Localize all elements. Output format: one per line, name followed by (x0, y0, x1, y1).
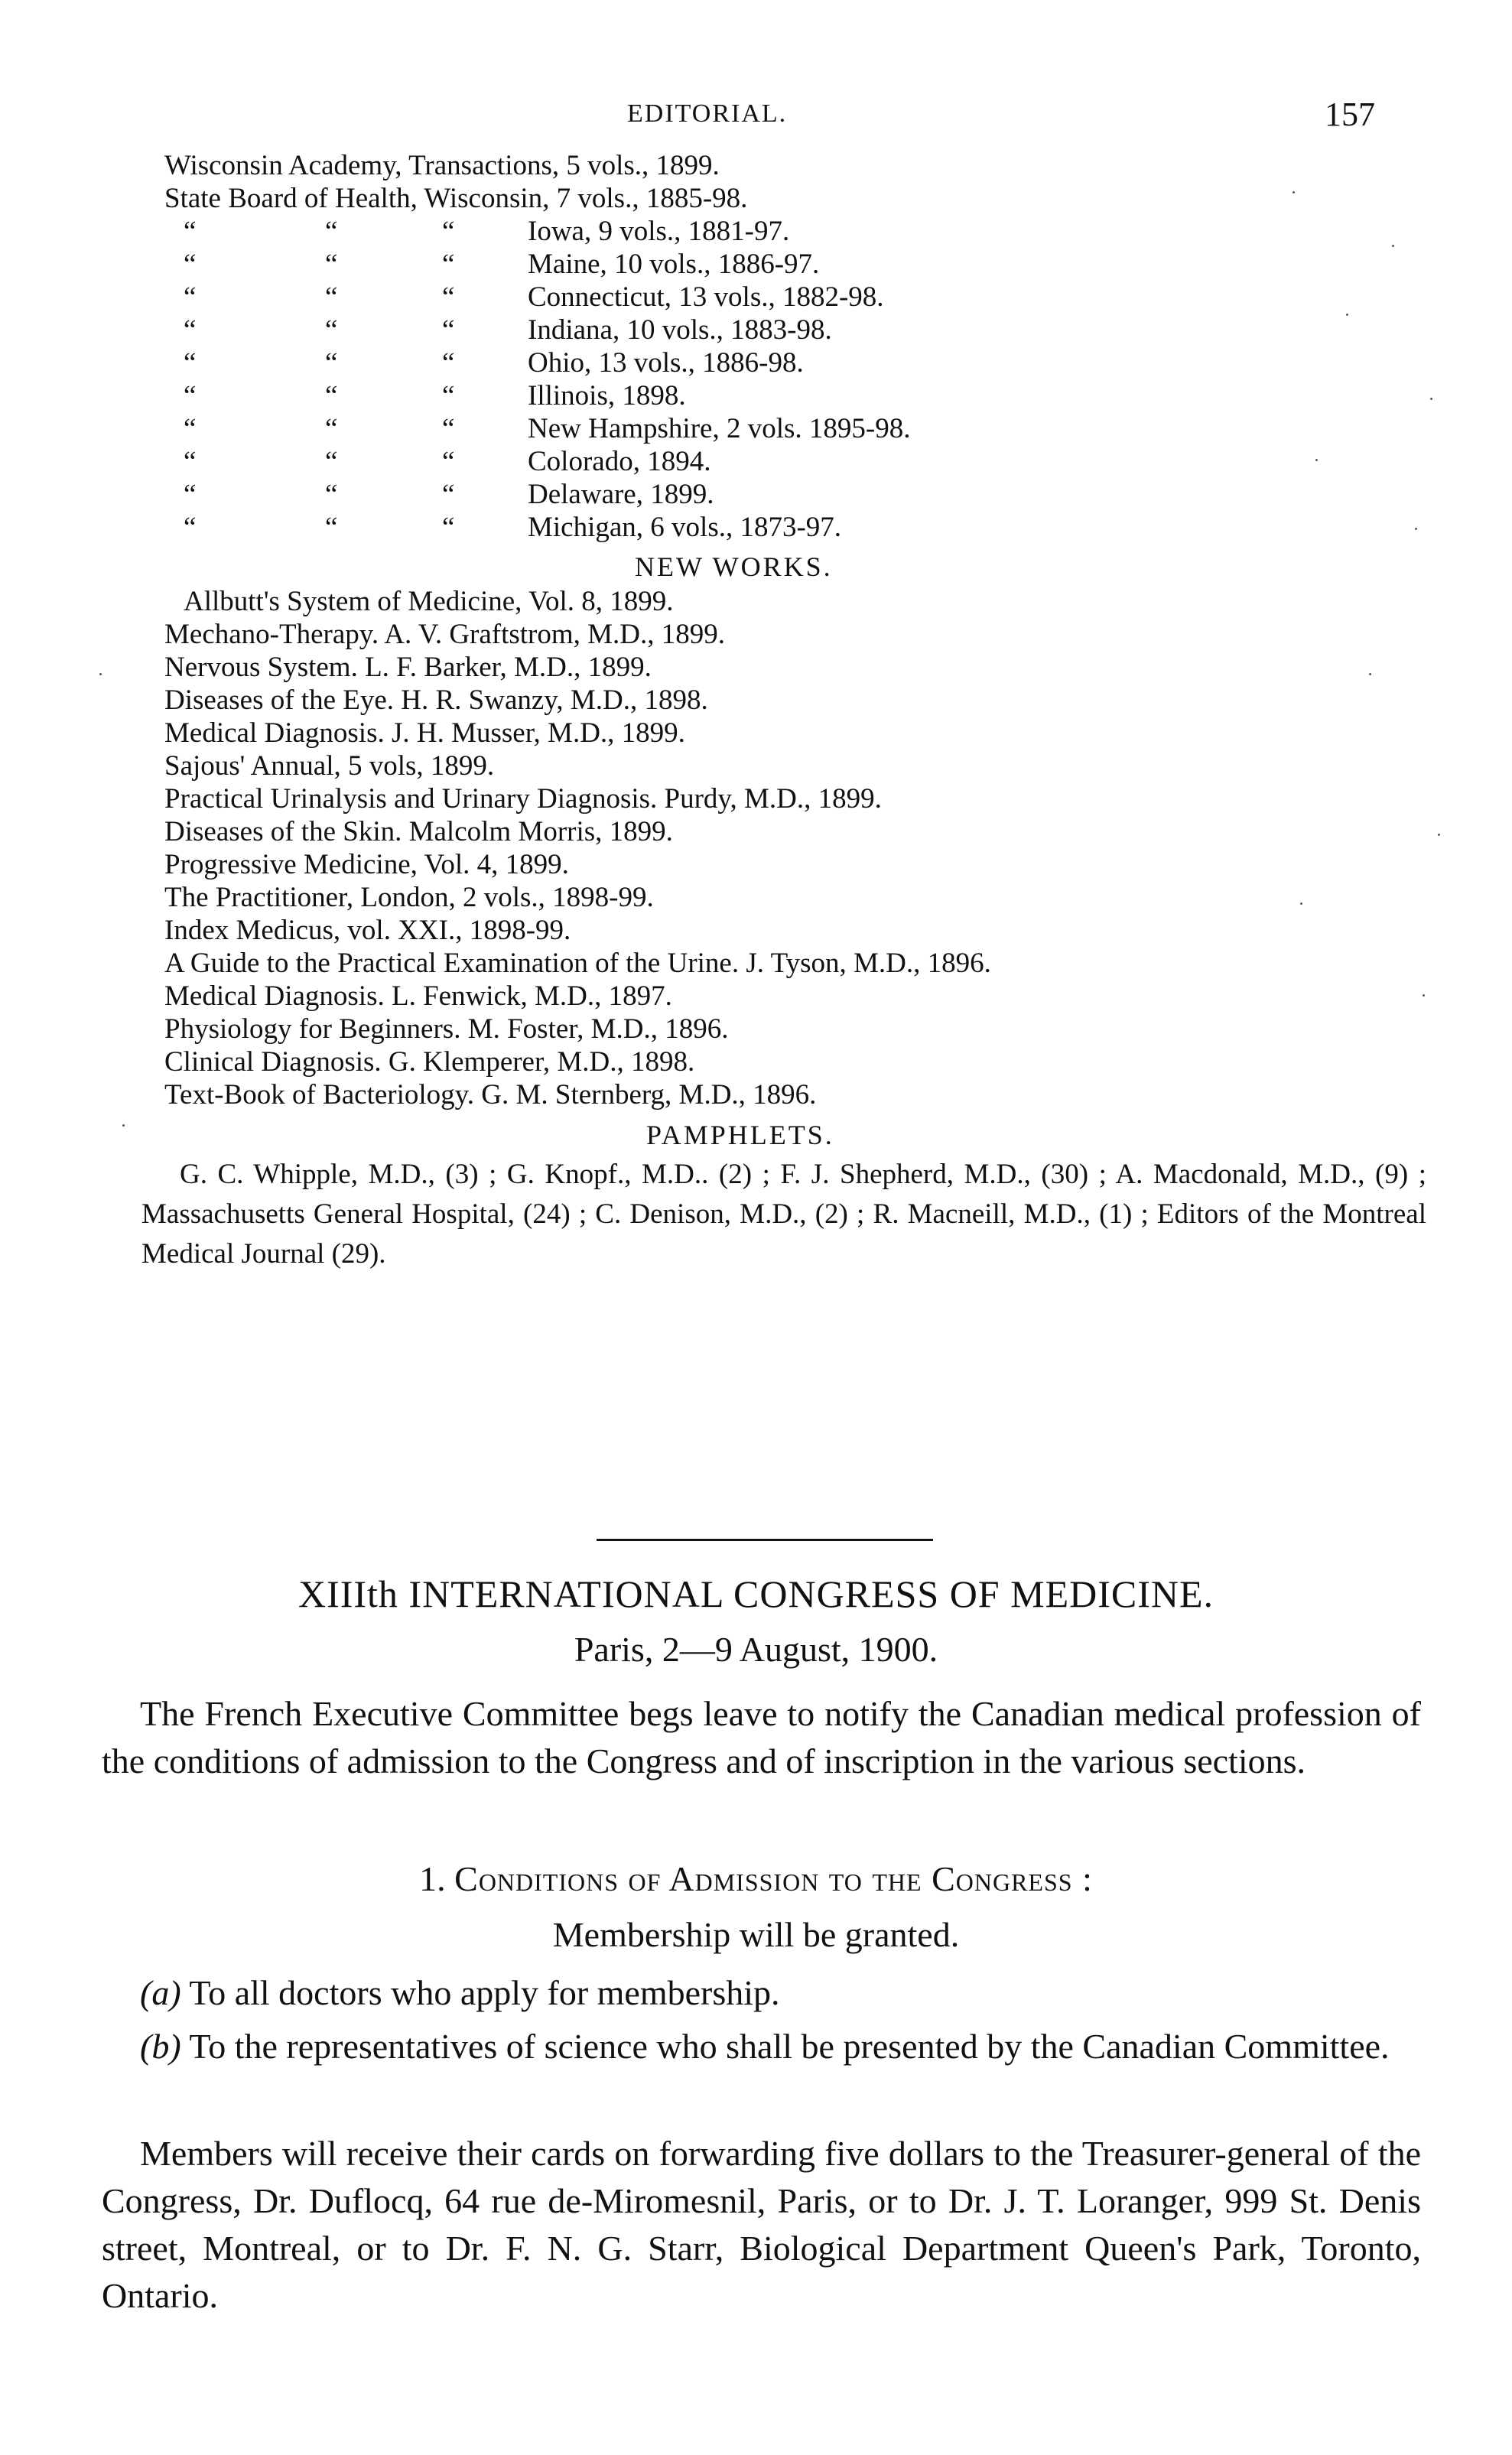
ditto-mark: “ (325, 479, 338, 510)
intro-paragraph: The French Executive Committee begs leave to notify the Canadian medical profession of the conditions of admission to the Congress and of inscription in the various sections. (102, 1694, 1421, 1780)
members-paragraph: Members will receive their cards on forwarding five dollars to the Treasurer-general of the Congress, Dr. Duflocq, 64 rue de-Miromesnil, Paris, or to Dr. J. T. Loranger, 999 St. Denis street, Montreal, or to Dr. F. N. G. Starr, Biological Department Queen's Park, Toronto, Ontario. (102, 2134, 1421, 2315)
list-item: Wisconsin Academy, Transactions, 5 vols., 1899. (164, 150, 720, 181)
list-item: The Practitioner, London, 2 vols., 1898-99. (164, 882, 654, 913)
ditto-mark: “ (184, 479, 197, 510)
list-item: Mechano-Therapy. A. V. Graftstrom, M.D., 1899. (164, 619, 726, 650)
ditto-mark: “ (325, 380, 338, 411)
item-text: To all doctors who apply for membership. (189, 1973, 780, 2012)
ditto-mark: “ (325, 347, 338, 379)
list-item: New Hampshire, 2 vols. 1895-98. (528, 413, 911, 444)
list-item: Medical Diagnosis. L. Fenwick, M.D., 1897. (164, 980, 672, 1012)
section-divider (597, 1539, 933, 1541)
list-item: Colorado, 1894. (528, 446, 711, 477)
article-title: XIIIth INTERNATIONAL CONGRESS OF MEDICINE. (298, 1572, 1214, 1615)
running-title: EDITORIAL. (627, 99, 788, 128)
list-item: Practical Urinalysis and Urinary Diagnosis. Purdy, M.D., 1899. (164, 783, 882, 815)
list-item: Clinical Diagnosis. G. Klemperer, M.D., 1898. (164, 1046, 695, 1078)
subsection-number: 1. (419, 1859, 446, 1898)
ditto-mark: “ (184, 216, 197, 247)
condition-item-b (102, 2023, 1421, 2070)
item-text: To the representatives of science who shall be presented by the Canadian Committee. (189, 2027, 1390, 2066)
subsection-heading (0, 1858, 1512, 1899)
ditto-mark: “ (325, 281, 338, 313)
list-item: State Board of Health, Wisconsin, 7 vols., 1885-98. (164, 183, 748, 214)
ditto-mark: “ (442, 314, 455, 346)
list-item: Index Medicus, vol. XXI., 1898-99. (164, 915, 571, 946)
ditto-mark: “ (442, 380, 455, 411)
ditto-mark: “ (442, 413, 455, 444)
list-item: Progressive Medicine, Vol. 4, 1899. (164, 849, 569, 880)
ditto-mark: “ (325, 512, 338, 543)
list-item: Diseases of the Eye. H. R. Swanzy, M.D., 1898. (164, 684, 708, 716)
subsection-title: Conditions of Admission to the Congress : (454, 1859, 1093, 1898)
ditto-mark: “ (442, 446, 455, 477)
list-item: Ohio, 13 vols., 1886-98. (528, 347, 804, 379)
list-item: Physiology for Beginners. M. Foster, M.D., 1896. (164, 1013, 729, 1045)
page-header (0, 96, 1512, 145)
page-number: 157 (1325, 96, 1375, 133)
ditto-mark: “ (184, 446, 197, 477)
list-item: Allbutt's System of Medicine, Vol. 8, 1899. (184, 586, 674, 617)
list-item: Maine, 10 vols., 1886-97. (528, 249, 820, 280)
ditto-mark: “ (184, 281, 197, 313)
list-item: Text-Book of Bacteriology. G. M. Sternberg, M.D., 1896. (164, 1079, 817, 1110)
ditto-mark: “ (184, 314, 197, 346)
ditto-mark: “ (325, 446, 338, 477)
ditto-mark: “ (184, 413, 197, 444)
condition-item-a (102, 1969, 1421, 2017)
ditto-mark: “ (184, 512, 197, 543)
ditto-mark: “ (325, 314, 338, 346)
list-item: Sajous' Annual, 5 vols, 1899. (164, 750, 495, 782)
pamphlets-paragraph: G. C. Whipple, M.D., (3) ; G. Knopf., M.D.. (2) ; F. J. Shepherd, M.D., (30) ; A. Macdonald, M.D., (9) ; Massachusetts General Hospital, (24) ; C. Denison, M.D., (2) ; R. Macneill, M.D., (1) ; Editors of the Montreal Medical Journal (29). (141, 1159, 1426, 1270)
list-item: Iowa, 9 vols., 1881-97. (528, 216, 790, 247)
ditto-mark: “ (442, 347, 455, 379)
membership-line: Membership will be granted. (552, 1915, 960, 1954)
ditto-mark: “ (442, 479, 455, 510)
ditto-mark: “ (325, 216, 338, 247)
list-item: Connecticut, 13 vols., 1882-98. (528, 281, 884, 313)
ditto-mark: “ (184, 249, 197, 280)
section-heading: NEW WORKS. (635, 551, 833, 582)
ditto-mark: “ (325, 249, 338, 280)
list-item: A Guide to the Practical Examination of the Urine. J. Tyson, M.D., 1896. (164, 948, 991, 979)
ditto-mark: “ (325, 413, 338, 444)
list-item: Delaware, 1899. (528, 479, 714, 510)
section-heading: PAMPHLETS. (646, 1120, 834, 1150)
list-item: Indiana, 10 vols., 1883-98. (528, 314, 832, 346)
ditto-mark: “ (184, 347, 197, 379)
list-item: Diseases of the Skin. Malcolm Morris, 1899. (164, 816, 673, 847)
item-label: (a) (140, 1973, 181, 2012)
ditto-mark: “ (442, 281, 455, 313)
ditto-mark: “ (442, 249, 455, 280)
ditto-mark: “ (184, 380, 197, 411)
list-item: Medical Diagnosis. J. H. Musser, M.D., 1899. (164, 717, 685, 749)
item-label: (b) (140, 2027, 181, 2066)
article-subtitle: Paris, 2—9 August, 1900. (574, 1630, 938, 1669)
list-item: Michigan, 6 vols., 1873-97. (528, 512, 842, 543)
list-item: Illinois, 1898. (528, 380, 686, 411)
ditto-mark: “ (442, 216, 455, 247)
list-item: Nervous System. L. F. Barker, M.D., 1899. (164, 652, 652, 683)
ditto-mark: “ (442, 512, 455, 543)
